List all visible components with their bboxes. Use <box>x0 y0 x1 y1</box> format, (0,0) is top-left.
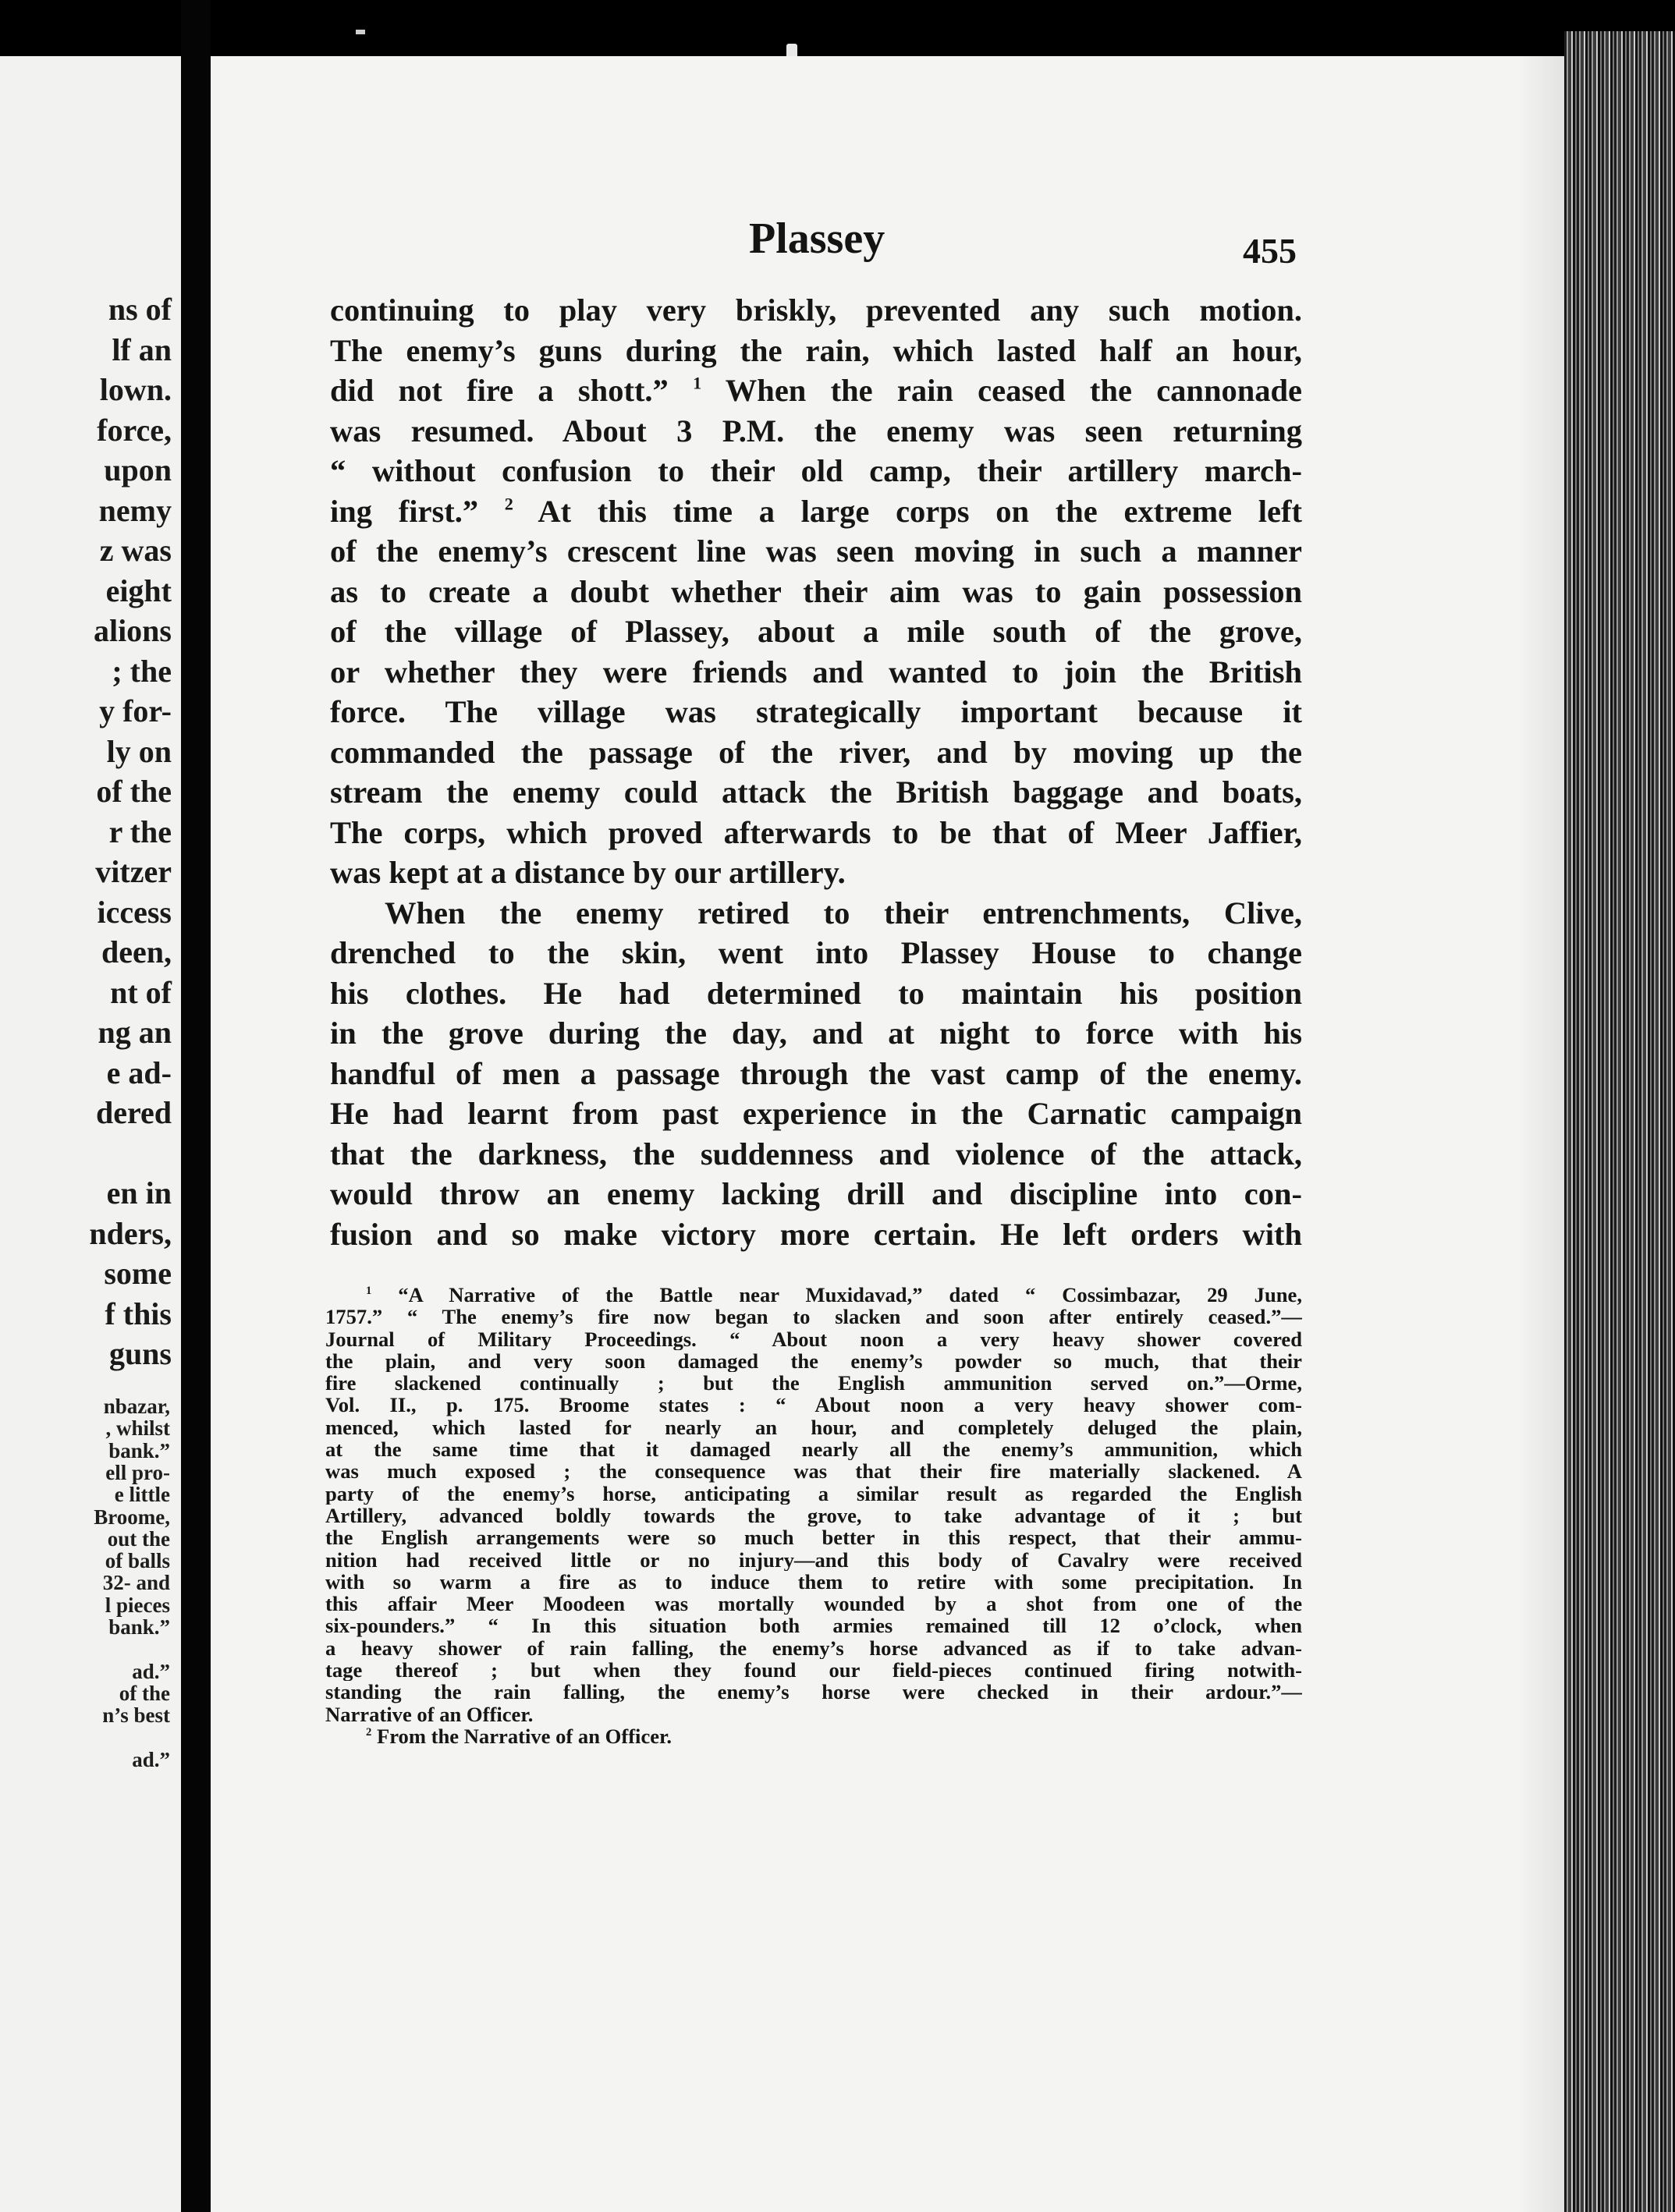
body-text <box>330 290 1302 1254</box>
footnote-reference: 1 <box>693 373 702 393</box>
facing-page-footnote-fragment: of balls <box>105 1549 170 1573</box>
facing-page-text-fragment: e ad- <box>106 1055 172 1090</box>
line-text: the plain, and very soon damaged the enemy’s powder so much, that their <box>325 1349 1302 1373</box>
line-text: ing first.” <box>330 493 505 529</box>
line-text: 1757.” “ The enemy’s fire now began to slacken and soon after entirely ceased.”— <box>325 1306 1302 1328</box>
line-text: nition had received little or no injury—and this body of Cavalry were received <box>325 1548 1302 1571</box>
footnote-line <box>325 1416 1302 1438</box>
facing-page-text-fragment: iccess <box>97 894 172 930</box>
line-text: of the village of Plassey, about a mile south of the grove, <box>330 614 1302 649</box>
facing-page-text-fragment: deen, <box>101 934 172 970</box>
facing-page-footnote-fragment: out the <box>107 1526 170 1551</box>
line-text: When the enemy retired to their entrenchments, Clive, <box>385 895 1302 931</box>
line-text: or whether they were friends and wanted to join the British <box>330 654 1302 689</box>
footnote-line <box>325 1593 1302 1615</box>
body-line <box>330 732 1302 773</box>
facing-page-footnote-fragment: bank.” <box>108 1615 170 1639</box>
facing-page-text-fragment: some <box>104 1256 172 1291</box>
body-line <box>330 611 1302 652</box>
line-text: was kept at a distance by our artillery. <box>330 855 846 890</box>
facing-page-footnote-fragment: n’s best <box>102 1703 170 1728</box>
facing-page-text-fragment: of the <box>96 774 172 809</box>
body-line <box>330 893 1302 934</box>
facing-page-footnote-fragment: l pieces <box>105 1593 170 1617</box>
line-text: Narrative of an Officer. <box>325 1703 534 1725</box>
footnotes <box>325 1284 1302 1747</box>
body-line <box>330 772 1302 813</box>
line-text: Artillery, advanced boldly towards the grove, to take advantage of it ; but <box>325 1504 1302 1527</box>
facing-page-footnote-fragment: ell pro- <box>105 1460 170 1484</box>
facing-page-text-fragment: ns of <box>108 292 172 327</box>
body-line <box>330 572 1302 612</box>
facing-page-text-fragment: r the <box>108 814 172 849</box>
facing-page-text-fragment: dered <box>95 1095 172 1130</box>
line-text: his clothes. He had determined to maintain his position <box>330 975 1302 1011</box>
line-text: in the grove during the day, and at night to force with his <box>330 1016 1302 1051</box>
footnote-line <box>325 1681 1302 1703</box>
body-line <box>330 491 1302 532</box>
facing-page-footnote-fragment: ad.” <box>132 1659 170 1683</box>
facing-page-footnote-fragment: of the <box>119 1681 170 1705</box>
line-text: menced, which lasted for nearly an hour, and completely deluged the plain, <box>325 1416 1302 1439</box>
facing-page-text-fragment: en in <box>106 1175 172 1211</box>
facing-page-text-fragment: upon <box>104 452 172 487</box>
line-text: fire slackened continually ; but the English ammunition served on.”—Orme, <box>325 1372 1302 1395</box>
facing-page-text-fragment: alions <box>93 613 172 648</box>
facing-page-footnote-fragment: 32- and <box>102 1571 170 1595</box>
body-line <box>330 652 1302 693</box>
line-text: standing the rain falling, the enemy’s horse were checked in their ardour.”— <box>325 1681 1302 1703</box>
body-line <box>330 973 1302 1014</box>
scan-top-border <box>0 0 1675 56</box>
line-text: fusion and so make victory more certain. He left orders with <box>330 1216 1302 1252</box>
footnote-line <box>325 1306 1302 1328</box>
line-text: that the darkness, the suddenness and violence of the attack, <box>330 1136 1302 1172</box>
body-line <box>330 331 1302 371</box>
facing-page-text-fragment: force, <box>97 412 172 448</box>
line-text: was resumed. About 3 P.M. the enemy was seen returning <box>330 413 1302 448</box>
footnote-line <box>325 1438 1302 1460</box>
facing-page-footnote-fragment: nbazar, <box>103 1395 170 1418</box>
footnote-line <box>325 1460 1302 1482</box>
body-line <box>330 531 1302 572</box>
footnote-line <box>325 1615 1302 1636</box>
body-line <box>330 290 1302 331</box>
line-text: party of the enemy’s horse, anticipating a similar result as regarded the English <box>325 1482 1302 1505</box>
line-text: “ without confusion to their old camp, their artillery march- <box>330 453 1302 488</box>
facing-page-text-fragment: f this <box>105 1296 172 1331</box>
line-text: continuing to play very briskly, prevented any such motion. <box>330 292 1302 328</box>
footnote-line <box>325 1637 1302 1659</box>
facing-page-text-fragment: guns <box>108 1336 172 1371</box>
body-line <box>330 1013 1302 1054</box>
footnote-line <box>325 1350 1302 1372</box>
footnote-line <box>325 1703 1302 1725</box>
line-text: “A Narrative of the Battle near Muxidavad,” dated “ Cossimbazar, 29 June, <box>371 1284 1302 1306</box>
facing-page-text-fragment: ly on <box>106 733 172 769</box>
facing-page-text-fragment: nders, <box>89 1215 172 1251</box>
line-text: of the enemy’s crescent line was seen moving in such a manner <box>330 534 1302 569</box>
footnote-line <box>325 1483 1302 1505</box>
line-text: a heavy shower of rain falling, the enemy’s horse advanced as if to take advan- <box>325 1636 1302 1660</box>
line-text: was much exposed ; the consequence was that their fire materially slackened. A <box>325 1460 1302 1483</box>
line-text: When the rain ceased the cannonade <box>701 373 1302 408</box>
footnote-line <box>325 1659 1302 1681</box>
line-text: at the same time that it damaged nearly all the enemy’s ammunition, which <box>325 1438 1302 1461</box>
facing-page-footnote-fragment: bank.” <box>108 1438 170 1462</box>
facing-page-text-fragment: nemy <box>98 492 172 528</box>
facing-page-text-fragment: ; the <box>112 653 172 689</box>
line-text: Vol. II., p. 175. Broome states : “ About noon a very heavy shower com- <box>325 1394 1302 1416</box>
footnote-line <box>325 1549 1302 1571</box>
line-text: force. The village was strategically important because it <box>330 694 1302 729</box>
body-line <box>330 411 1302 452</box>
body-line <box>330 1134 1302 1175</box>
footnote-line <box>325 1526 1302 1548</box>
line-text: Journal of Military Proceedings. “ About noon a very heavy shower covered <box>325 1328 1302 1350</box>
facing-page-text-fragment: lf an <box>112 331 172 367</box>
facing-page-footnote-fragment: Broome, <box>94 1505 170 1529</box>
body-line <box>330 813 1302 853</box>
scan-mark <box>356 30 365 34</box>
line-text: From the Narrative of an Officer. <box>371 1725 672 1748</box>
footnote-reference: 2 <box>504 493 513 513</box>
footnote-line <box>325 1725 1302 1747</box>
running-head: Plassey <box>749 214 885 263</box>
line-text: commanded the passage of the river, and by moving up the <box>330 734 1302 770</box>
line-text: The enemy’s guns during the rain, which lasted half an hour, <box>330 332 1302 368</box>
line-text: handful of men a passage through the vast camp of the enemy. <box>330 1055 1302 1091</box>
line-text: tage thereof ; but when they found our field-pieces continued firing notwith- <box>325 1659 1302 1682</box>
line-text: as to create a doubt whether their aim was to gain possession <box>330 573 1302 609</box>
page-edge-shadow <box>1517 56 1564 2212</box>
page-edges-stack <box>1564 31 1675 2212</box>
body-line <box>330 853 1302 893</box>
line-text: At this time a large corps on the extreme left <box>513 493 1302 529</box>
facing-page-text-fragment: lown. <box>99 372 172 407</box>
line-text: with so warm a fire as to induce them to retire with some precipitation. In <box>325 1570 1302 1593</box>
facing-page-footnote-fragment: ad.” <box>132 1747 170 1771</box>
facing-page-footnote-fragment: , whilst <box>105 1416 170 1441</box>
line-text: The corps, which proved afterwards to be that of Meer Jaffier, <box>330 814 1302 850</box>
line-text: stream the enemy could attack the British baggage and boats, <box>330 775 1302 810</box>
facing-page-footnote-fragment: e little <box>114 1483 170 1507</box>
body-line <box>330 1214 1302 1255</box>
line-text: did not fire a shott.” <box>330 373 694 408</box>
footnote-marker: 1 <box>366 1284 372 1297</box>
facing-page-text-fragment: vitzer <box>95 854 172 889</box>
facing-page-text-fragment: nt of <box>110 974 172 1010</box>
line-text: the English arrangements were so much better in this respect, that their ammu- <box>325 1526 1302 1549</box>
footnote-line <box>325 1505 1302 1526</box>
line-text: drenched to the skin, went into Plassey House to change <box>330 935 1302 970</box>
body-line <box>330 692 1302 732</box>
facing-page-text-fragment: z was <box>99 533 172 568</box>
line-text: He had learnt from past experience in the Carnatic campaign <box>330 1096 1302 1131</box>
facing-page-text-fragment: eight <box>105 572 172 608</box>
footnote-line <box>325 1372 1302 1394</box>
line-text: this affair Meer Moodeen was mortally wounded by a shot from one of the <box>325 1593 1302 1615</box>
line-text: six-pounders.” “ In this situation both armies remained till 12 o’clock, when <box>325 1615 1302 1637</box>
facing-page-text-fragment: ng an <box>98 1015 172 1050</box>
body-line <box>330 933 1302 973</box>
body-line <box>330 1094 1302 1134</box>
footnote-line <box>325 1284 1302 1306</box>
facing-page-fragment <box>0 56 181 2212</box>
footnote-line <box>325 1394 1302 1416</box>
facing-page-text-fragment: y for- <box>99 693 172 728</box>
footnote-line <box>325 1328 1302 1350</box>
page-number: 455 <box>1243 231 1297 271</box>
line-text: would throw an enemy lacking drill and discipline into con- <box>330 1176 1302 1211</box>
book-gutter <box>181 0 211 2212</box>
footnote-line <box>325 1571 1302 1593</box>
body-line <box>330 451 1302 491</box>
body-line <box>330 1174 1302 1214</box>
footnote-marker: 2 <box>366 1725 372 1739</box>
body-line <box>330 1054 1302 1094</box>
body-line <box>330 370 1302 411</box>
